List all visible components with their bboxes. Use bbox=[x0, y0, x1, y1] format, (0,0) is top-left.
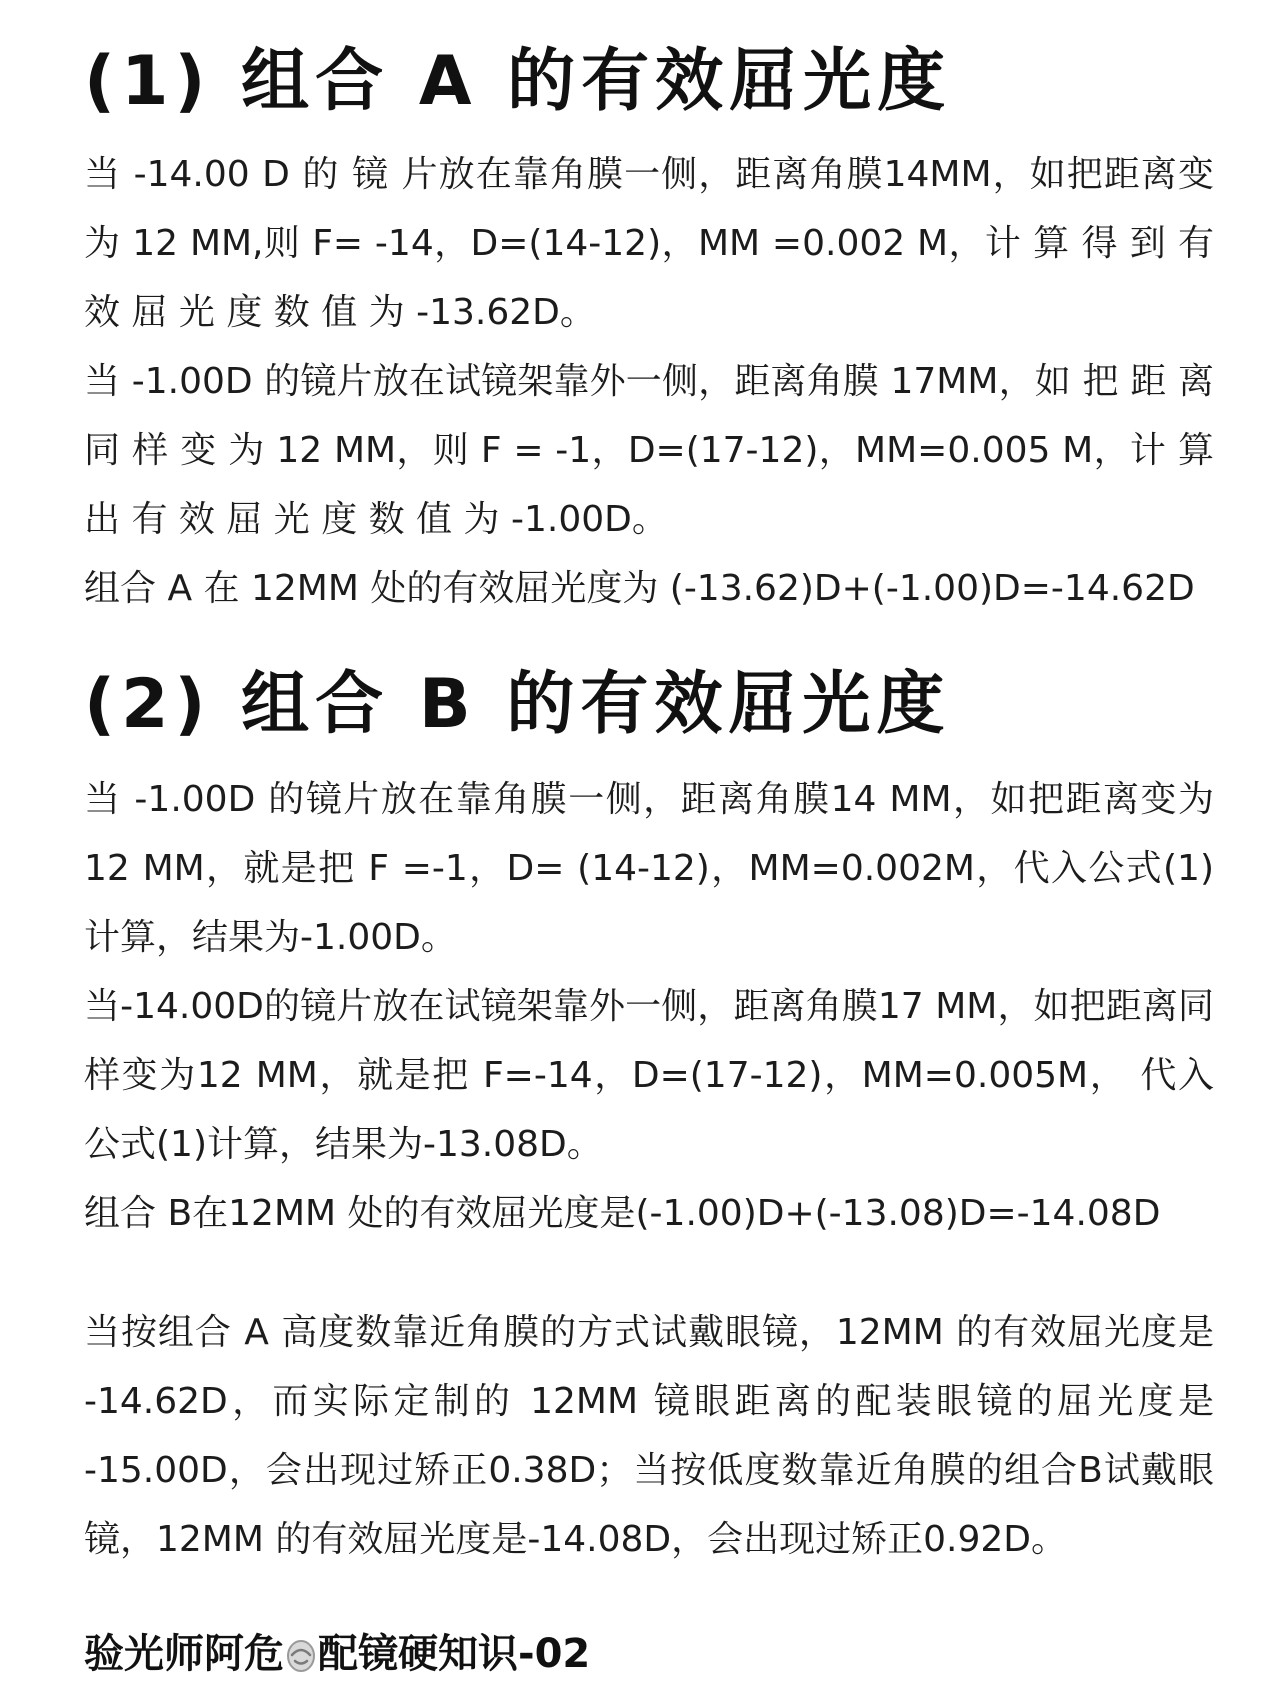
section-b-heading: (2) 组合 B 的有效屈光度 bbox=[84, 665, 951, 744]
footer-author: 验光师阿危 bbox=[84, 1631, 284, 1677]
section-b-paragraph-1: 当 -1.00D 的镜片放在靠角膜一侧，距离角膜14 MM，如把距离变为12 MM，就是把 F =-1，D= (14-12)，MM=0.002M，代入公式(1)计算，结果为-1.00D。 bbox=[84, 779, 1214, 958]
conclusion-block bbox=[84, 1298, 1214, 1574]
section-b-summary: 组合 B在12MM 处的有效屈光度是(-1.00)D+(-13.08)D=-14.08D bbox=[84, 1193, 1161, 1234]
conclusion-paragraph: 当按组合 A 高度数靠近角膜的方式试戴眼镜，12MM 的有效屈光度是 -14.62D，而实际定制的 12MM 镜眼距离的配装眼镜的屈光度是 -15.00D，会出现过矫正0.38D；当按低度数靠近角膜的组合B试戴眼镜，12MM 的有效屈光度是-14.08D，会出现过矫正0.92D。 bbox=[84, 1312, 1214, 1560]
section-a-summary: 组合 A 在 12MM 处的有效屈光度为 (-13.62)D+(-1.00)D=-14.62D bbox=[84, 568, 1195, 609]
smiling-face-icon bbox=[286, 1632, 316, 1670]
footer-caption bbox=[84, 1626, 590, 1682]
section-a-paragraph-2: 当 -1.00D 的镜片放在试镜架靠外一侧，距离角膜 17MM，如 把 距 离 同 样 变 为 12 MM，则 F = -1，D=(17-12)，MM=0.005 M，计 算 出 有 效 屈 光 度 数 值 为 -1.00D。 bbox=[84, 361, 1214, 540]
section-a-heading: (1) 组合 A 的有效屈光度 bbox=[84, 42, 952, 121]
footer-series: 配镜硬知识-02 bbox=[318, 1631, 591, 1677]
section-a-paragraph-1: 当 -14.00 D 的 镜 片放在靠角膜一侧，距离角膜14MM，如把距离变为 12 MM,则 F= -14，D=(14-12)，MM =0.002 M，计 算 得 到 有 效 屈 光 度 数 值 为 -13.62D。 bbox=[84, 154, 1214, 333]
section-b-paragraph-2: 当-14.00D的镜片放在试镜架靠外一侧，距离角膜17 MM，如把距离同样变为12 MM，就是把 F=-14，D=(17-12)，MM=0.005M， 代入公式(1)计算，结果为-13.08D。 bbox=[84, 986, 1214, 1165]
article bbox=[84, 0, 1214, 1706]
